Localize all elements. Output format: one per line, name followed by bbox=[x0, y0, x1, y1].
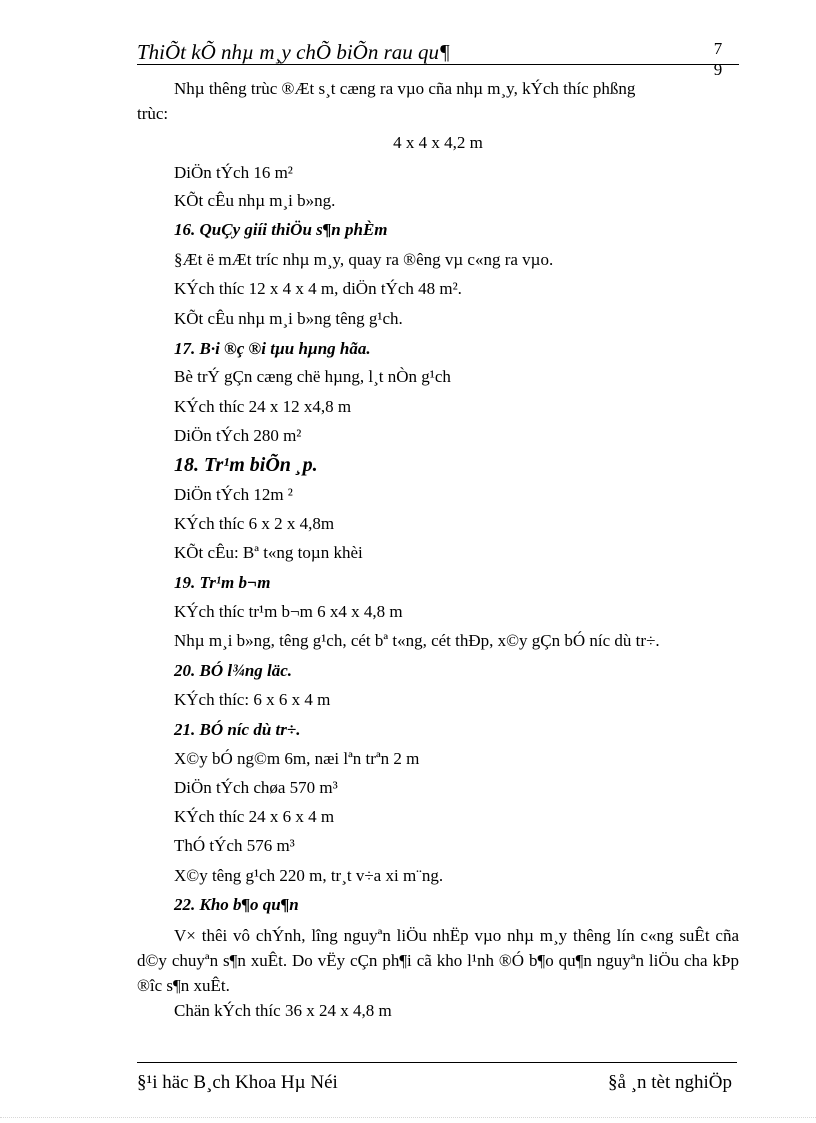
section-heading: 16. QuÇy giíi thiÖu s¶n phÈm bbox=[174, 220, 388, 239]
footer-doc-type: §å ¸n tèt nghiÖp bbox=[607, 1072, 732, 1093]
header-title: ThiÕt kÕ nhµ m¸y chÕ biÕn rau qu¶ bbox=[137, 40, 450, 64]
text-line: KÝch thíc: 6 x 6 x 4 m bbox=[174, 690, 331, 709]
text-line: DiÖn tÝch chøa 570 m³ bbox=[174, 778, 338, 797]
text-line: DiÖn tÝch 12m ² bbox=[174, 485, 293, 504]
section-heading: 20. BÓ l¾ng läc. bbox=[174, 661, 293, 680]
text-line: KÝch thíc 24 x 6 x 4 m bbox=[174, 807, 335, 826]
text-line: ThÓ tÝch 576 m³ bbox=[174, 836, 295, 855]
text-line: §Æt ë mÆt tríc nhµ m¸y, quay ra ®êng vµ c«ng ra vµo. bbox=[174, 250, 554, 269]
text-line: X©y bÓ ng©m 6m, næi lªn trªn 2 m bbox=[174, 749, 420, 768]
page-number-bottom: 9 bbox=[713, 60, 723, 79]
footer-institution: §¹i häc B¸ch Khoa Hµ Néi bbox=[137, 1072, 338, 1093]
page-edge-divider bbox=[0, 1117, 816, 1118]
page-number bbox=[711, 38, 725, 80]
dimensions-line: 4 x 4 x 4,2 m bbox=[393, 133, 483, 152]
section-heading: 18. Tr¹m biÕn ¸p. bbox=[174, 454, 318, 476]
text-line: KÝch thíc 24 x 12 x4,8 m bbox=[174, 397, 352, 416]
text-line: KÝch thíc 6 x 2 x 4,8m bbox=[174, 514, 335, 533]
paragraph-line: trùc: bbox=[137, 104, 169, 123]
paragraph-line: Nhµ thêng trùc ®Æt s¸t cæng ra vµo cña nhµ m¸y, kÝch thíc phßng bbox=[174, 79, 636, 98]
structure-line: KÕt cÊu nhµ m¸i b»ng. bbox=[174, 191, 336, 210]
text-line: KÕt cÊu nhµ m¸i b»ng têng g¹ch. bbox=[174, 309, 403, 328]
section-heading: 17. B·i ®ç ®i tµu hµng hãa. bbox=[174, 339, 371, 358]
section-heading: 22. Kho b¶o qu¶n bbox=[174, 895, 299, 914]
text-line: DiÖn tÝch 280 m² bbox=[174, 426, 302, 445]
paragraph-text: V× thêi vô chÝnh, lîng nguyªn liÖu nhËp vµo nhµ m¸y thêng lín c«ng suÊt cña d©y chuyªn s¶n xuÊt. Do vËy cÇn ph¶i cã kho l¹nh ®Ó b¶o qu¶n nguyªn liÖu cha kÞp ®îc s¶n xuÊt. bbox=[137, 926, 739, 995]
text-line: KÝch thíc 12 x 4 x 4 m, diÖn tÝch 48 m². bbox=[174, 279, 462, 298]
text-line: KÝch thíc tr¹m b¬m 6 x4 x 4,8 m bbox=[174, 602, 403, 621]
section-heading: 19. Tr¹m b¬m bbox=[174, 573, 271, 592]
text-line: KÕt cÊu: Bª t«ng toµn khèi bbox=[174, 543, 363, 562]
text-line: Bè trÝ gÇn cæng chë hµng, l¸t nÒn g¹ch bbox=[174, 367, 451, 386]
paragraph bbox=[137, 923, 739, 998]
text-line: Chän kÝch thíc 36 x 24 x 4,8 m bbox=[174, 1001, 392, 1020]
page-number-top: 7 bbox=[713, 39, 723, 58]
text-line: Nhµ m¸i b»ng, têng g¹ch, cét bª t«ng, cét thÐp, x©y gÇn bÓ níc dù tr÷. bbox=[174, 631, 660, 650]
footer-divider bbox=[137, 1062, 737, 1063]
area-line: DiÖn tÝch 16 m² bbox=[174, 163, 293, 182]
text-line: X©y têng g¹ch 220 m, tr¸t v÷a xi m¨ng. bbox=[174, 866, 444, 885]
section-heading: 21. BÓ níc dù tr÷. bbox=[174, 720, 301, 739]
running-header bbox=[137, 38, 739, 79]
